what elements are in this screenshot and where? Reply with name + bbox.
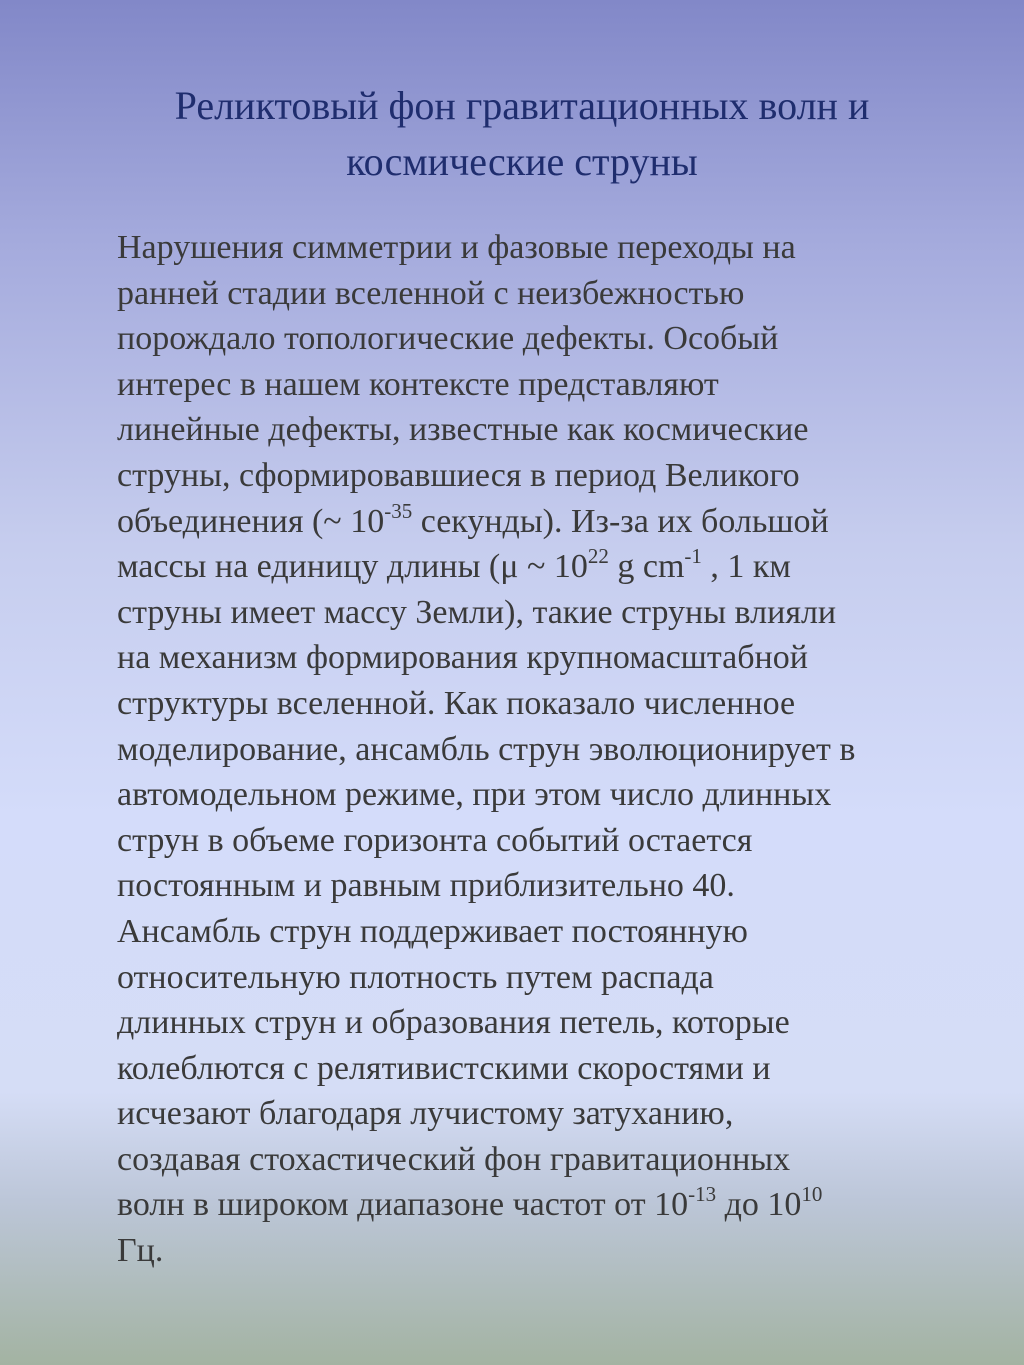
exponent: -35	[384, 498, 413, 523]
body-line: Ансамбль струн поддерживает постоянную	[117, 912, 748, 950]
body-line: относительную плотность путем распада	[117, 958, 714, 996]
body-line: длинных струн и образования петель, которые	[117, 1004, 790, 1042]
body-text-segment: объединения (~ 10	[117, 502, 385, 540]
exponent: -1	[684, 544, 702, 569]
body-text-segment: до 10	[716, 1186, 802, 1224]
body-text-segment: g cm	[608, 548, 685, 586]
body-line: струны, сформировавшиеся в период Великого	[117, 456, 800, 494]
body-line: струн в объеме горизонта событий остается	[117, 821, 753, 859]
body-text-segment: волн в широком диапазоне частот от 10	[117, 1186, 689, 1224]
body-line: моделирование, ансамбль струн эволюционирует в	[117, 730, 856, 768]
body-line: колеблются с релятивистскими скоростями и	[117, 1049, 771, 1087]
body-line: линейные дефекты, известные как космические	[117, 411, 809, 449]
body-line: интерес в нашем контексте представляют	[117, 365, 719, 403]
body-line: создавая стохастический фон гравитационных	[117, 1140, 791, 1178]
body-line: струны имеет массу Земли), такие струны влияли	[117, 593, 837, 631]
exponent: 22	[587, 544, 609, 569]
body-line	[117, 544, 977, 590]
exponent: 10	[801, 1182, 823, 1207]
body-line: исчезают благодаря лучистому затуханию,	[117, 1095, 734, 1133]
title-line-2: космические струны	[346, 139, 698, 184]
exponent: -13	[688, 1182, 717, 1207]
body-paragraph	[117, 225, 977, 1274]
body-line: Гц.	[117, 1232, 164, 1270]
body-line	[117, 1182, 977, 1228]
body-line: постоянным и равным приблизительно 40.	[117, 867, 735, 905]
body-line: ранней стадии вселенной с неизбежностью	[117, 274, 745, 312]
body-line: на механизм формирования крупномасштабной	[117, 639, 808, 677]
body-text-segment: , 1 км	[701, 548, 791, 586]
body-line: порождало топологические дефекты. Особый	[117, 320, 779, 358]
body-text-segment: секунды). Из-за их большой	[412, 502, 829, 540]
body-line: структуры вселенной. Как показало численное	[117, 684, 796, 722]
slide-title	[80, 78, 964, 190]
body-text-segment: массы на единицу длины (μ ~ 10	[117, 548, 588, 586]
body-line: автомодельном режиме, при этом число длинных	[117, 776, 832, 814]
body-line: Нарушения симметрии и фазовые переходы на	[117, 229, 796, 266]
title-line-1: Реликтовый фон гравитационных волн и	[174, 83, 870, 128]
body-line	[117, 499, 977, 545]
